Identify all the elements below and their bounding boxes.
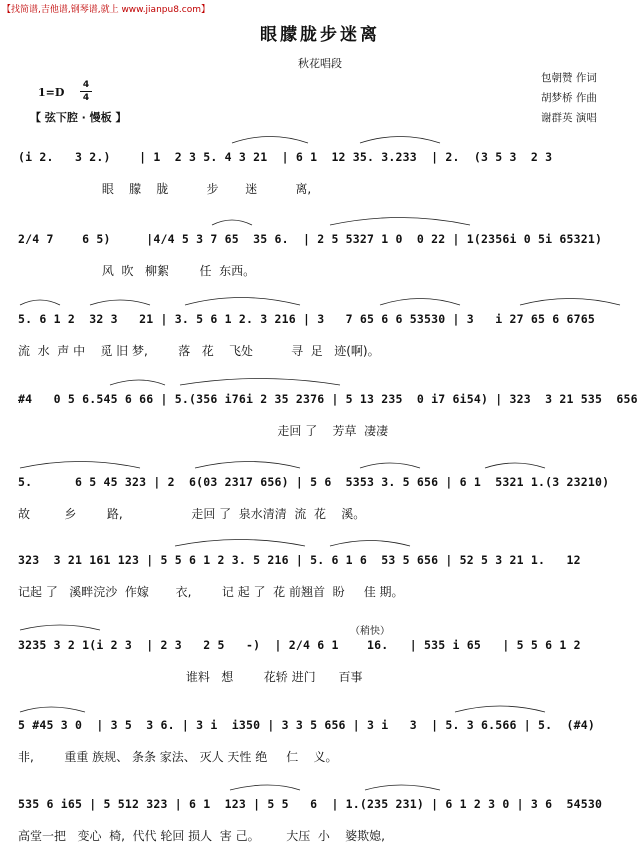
system-9-notes: 535 6 i65 | 5 512 323 | 6 1 123 | 5 5 6 | 1.(235 231) | 6 1 2 3 0 | 3 6 54530 — [18, 797, 603, 811]
system-2-notes: 2/4 7 6 5) |4/4 5 3 7 65 35 6. | 2 5 5327 1 0 0 22 | 1(2356i 0 5i 65321) — [18, 232, 603, 246]
time-signature-top: 4 — [82, 80, 90, 90]
slur — [185, 298, 300, 306]
slur — [90, 300, 150, 305]
song-title: 眼朦胧步迷离 — [260, 25, 380, 45]
system-8-notes: 5 #45 3 0 | 3 5 3 6. | 3 i i350 | 3 3 5 656 | 3 i 3 | 5. 3 6.566 | 5. (#4) — [18, 718, 596, 732]
tempo-change-mark: （稍快） — [350, 626, 390, 637]
slur — [330, 541, 410, 547]
slur — [212, 220, 252, 225]
system-2-lyrics: 风 吹 柳絮 任 东西。 — [18, 264, 256, 278]
slur — [330, 218, 470, 226]
system-6-notes: 323 3 21 161 123 | 5 5 6 1 2 3. 5 216 | 5. 6 1 6 53 5 656 | 52 5 3 21 1. 12 — [18, 553, 581, 567]
slur — [520, 299, 620, 306]
system-7-lyrics: 谁料 想 花轿 进门 百事 — [18, 670, 363, 684]
slur — [360, 463, 420, 468]
system-6-lyrics: 记起 了 溪畔浣沙 作嫁 衣, 记 起 了 花 前翘首 盼 佳 期。 — [18, 585, 404, 599]
time-signature-divider — [80, 91, 92, 92]
system-9-lyrics: 高堂一把 变心 椅, 代代 轮回 损人 害 己。 大压 小 婆欺媳, — [18, 829, 385, 843]
credit-singer: 谢群英 演唱 — [541, 112, 597, 124]
time-signature-bottom: 4 — [82, 93, 90, 103]
system-5-notes: 5. 6 5 45 323 | 2 6(03 2317 656) | 5 6 5353 3. 5 656 | 6 1 5321 1.(3 23210) — [18, 475, 610, 489]
system-1-notes: (i 2. 3 2.) | 1 2 3 5. 4 3 21 | 6 1 12 35. 3.233 | 2. (3 5 3 2 3 — [18, 150, 553, 164]
slur — [20, 625, 100, 630]
key-signature: 1=D — [38, 86, 65, 99]
system-4-lyrics: 走回 了 芳草 凄凄 — [18, 424, 389, 438]
system-7-notes: 3235 3 2 1(i 2 3 | 2 3 2 5 -) | 2/4 6 1 16. | 535 i 65 | 5 5 6 1 2 — [18, 638, 581, 652]
slur — [455, 706, 545, 712]
site-banner[interactable]: 【找简谱,吉他谱,钢琴谱,就上 www.jianpu8.com】 — [2, 5, 211, 15]
system-4-notes: #4 0 5 6.545 6 66 | 5.(356 i76i 2 35 2376 | 5 13 235 0 i7 6i54) | 323 3 21 535 656 — [18, 392, 638, 406]
slur — [195, 462, 300, 469]
slur — [180, 379, 340, 386]
slur — [20, 300, 60, 305]
credit-lyricist: 包朝赞 作词 — [541, 72, 597, 84]
system-1-lyrics: 眼 朦 胧 步 迷 离, — [18, 182, 312, 196]
credit-composer: 胡梦桥 作曲 — [541, 92, 597, 104]
style-mark: 【 弦下腔 · 慢板 】 — [30, 111, 127, 124]
system-8-lyrics: 非, 重重 族规、 条条 家法、 灭人 天性 绝 仁 义。 — [18, 750, 338, 764]
slur — [232, 137, 308, 144]
slur — [110, 380, 165, 385]
slur — [20, 707, 85, 712]
time-signature — [80, 80, 92, 103]
slur — [485, 463, 545, 468]
system-5-lyrics: 故 乡 路, 走回 了 泉水清清 流 花 溪。 — [18, 507, 366, 521]
system-3-lyrics: 流 水 声 中 觅 旧 梦, 落 花 飞处 寻 足 迹(啊)。 — [18, 344, 380, 358]
slur — [175, 540, 305, 547]
credits — [541, 68, 637, 128]
song-subtitle: 秋花唱段 — [298, 57, 342, 70]
slur — [20, 462, 140, 469]
slur — [365, 785, 440, 790]
slur — [360, 137, 440, 144]
system-3-notes: 5. 6 1 2 32 3 21 | 3. 5 6 1 2. 3 216 | 3 7 65 6 6 53530 | 3 i 27 65 6 6765 — [18, 312, 596, 326]
slur — [230, 785, 300, 790]
slur — [380, 299, 460, 306]
